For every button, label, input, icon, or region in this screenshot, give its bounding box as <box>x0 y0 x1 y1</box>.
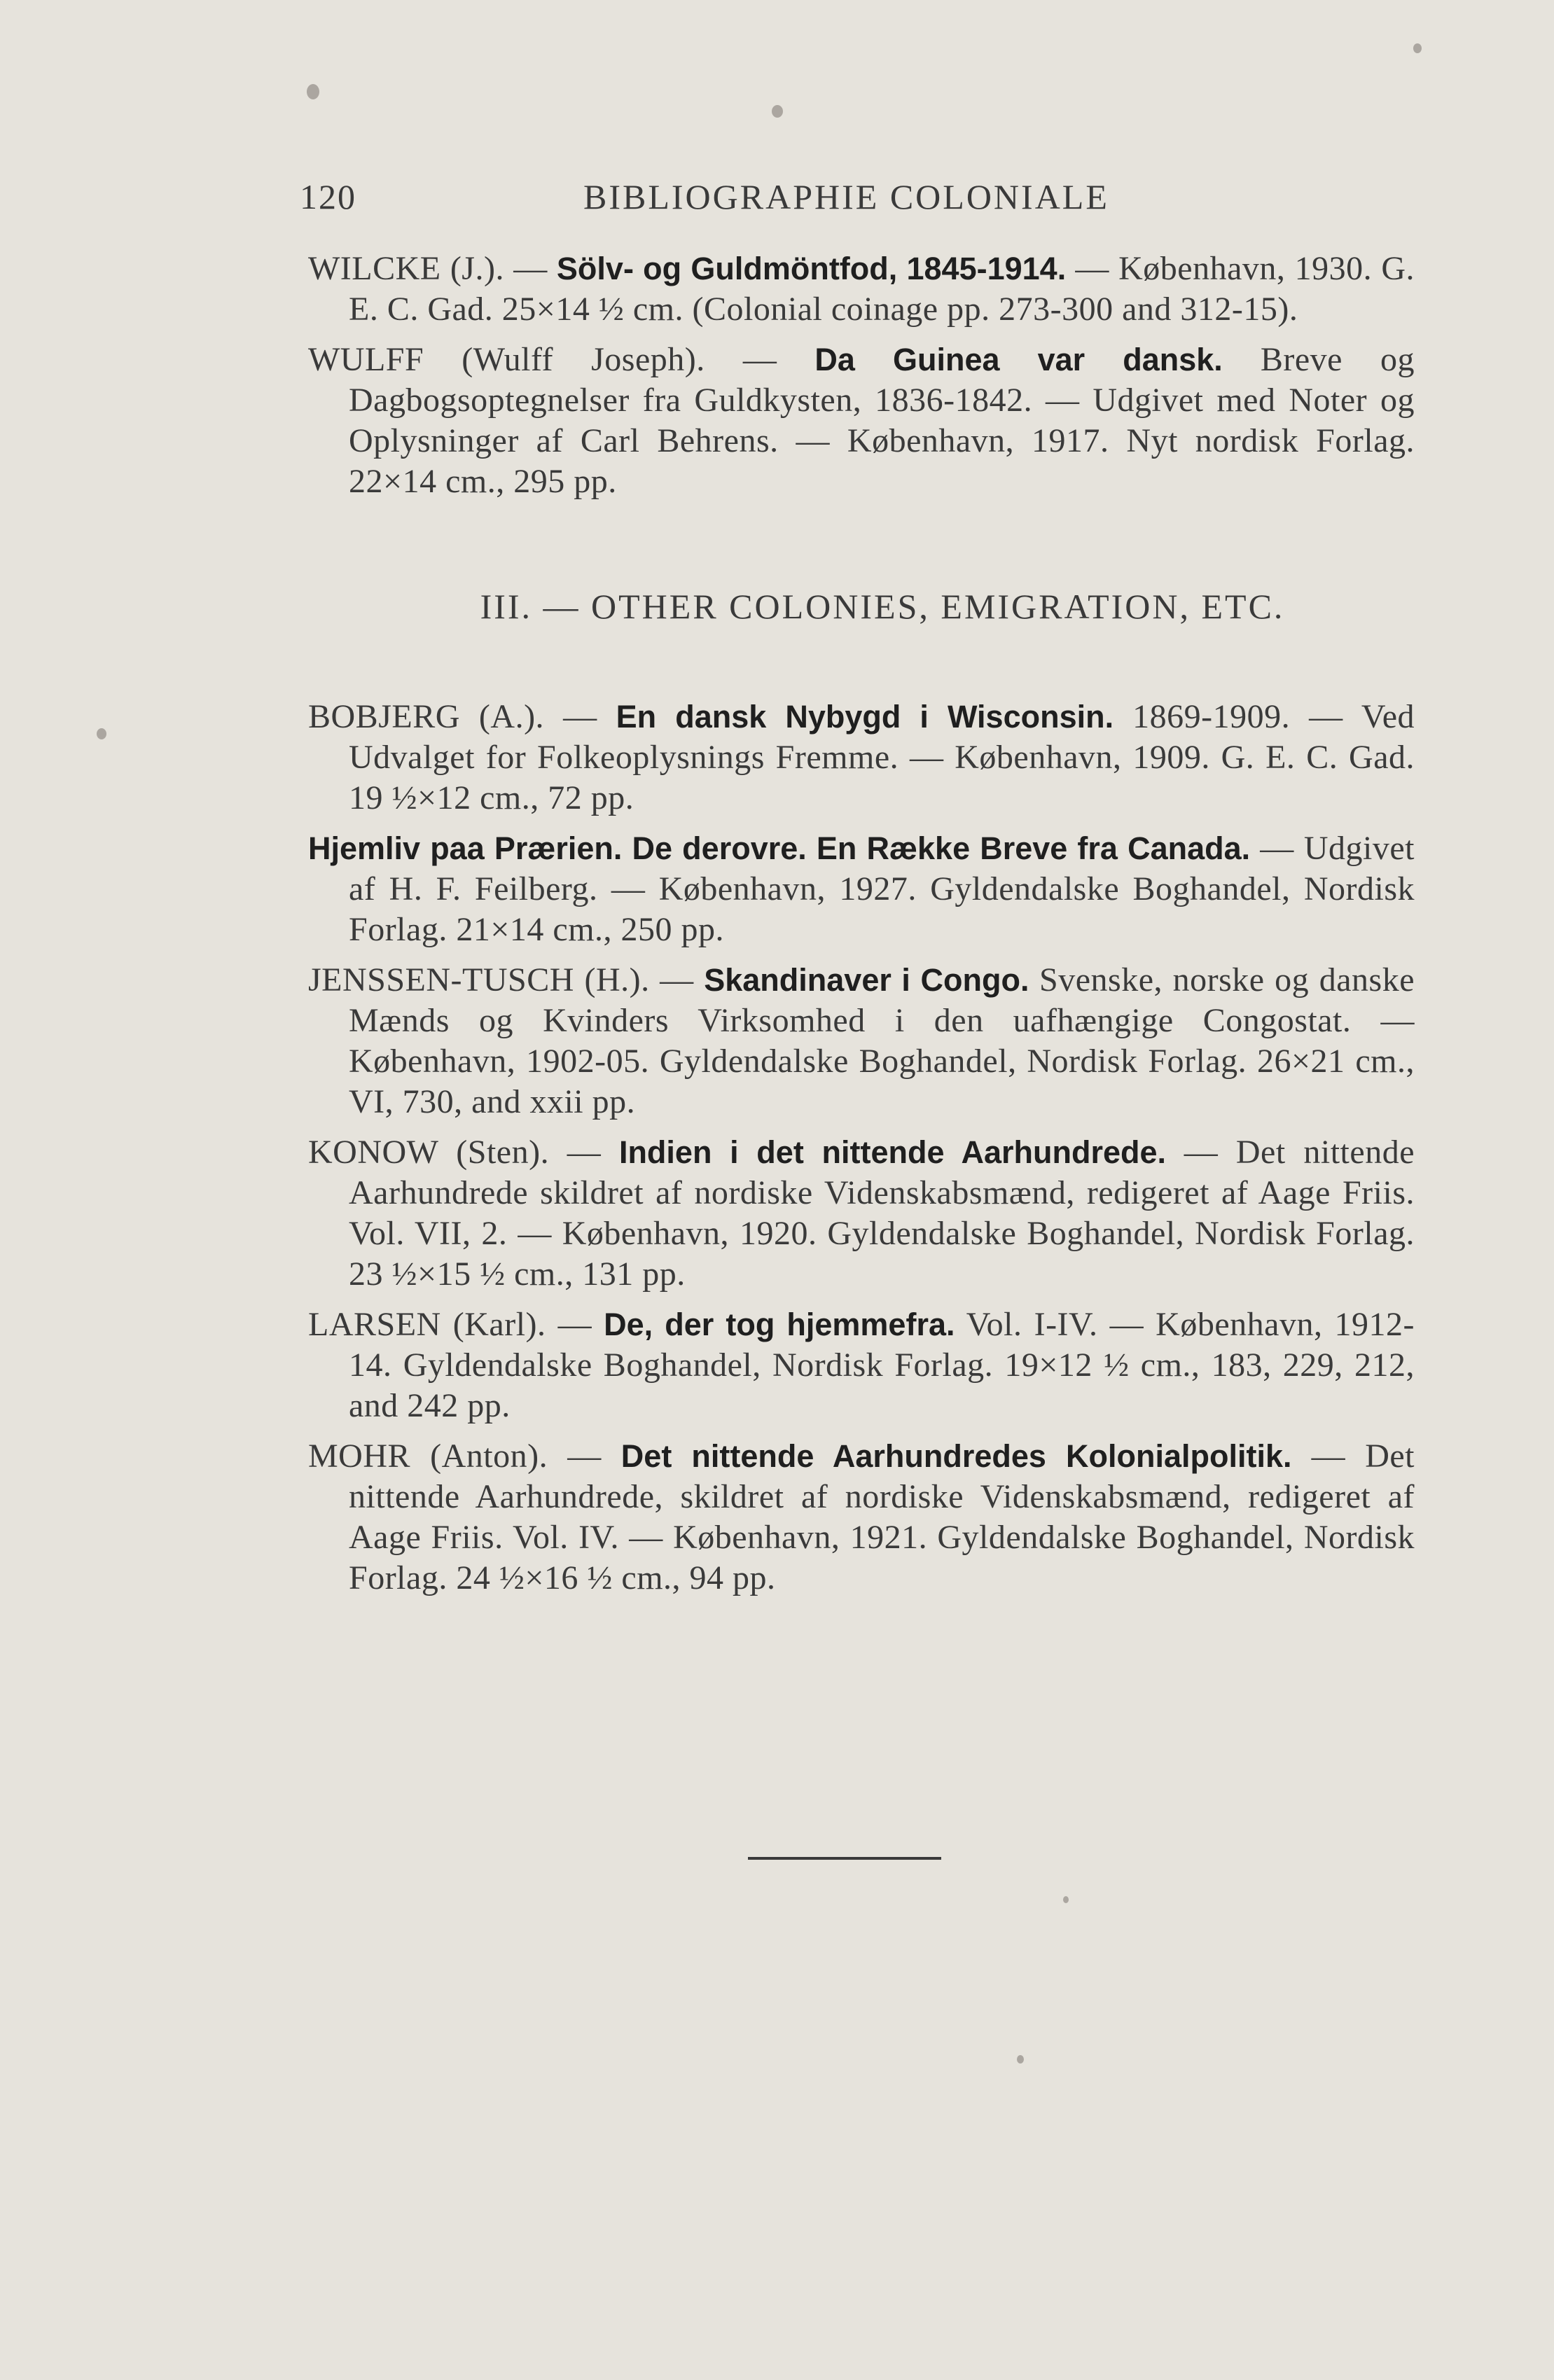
paper-speck <box>307 84 319 99</box>
bibliography-entry <box>308 249 1415 330</box>
entry-author: LARSEN (Karl). — <box>308 1306 604 1343</box>
bibliography-entries <box>308 249 1415 1608</box>
entry-details: — Udgivet af H. F. Feilberg. — København, 1927. Gyldendalske Boghandel, Nordisk Forlag. 21×14 cm., 250 pp. <box>349 830 1415 948</box>
paper-speck <box>1063 1896 1069 1903</box>
entry-title: Indien i det nittende Aarhundrede. <box>618 1134 1167 1170</box>
bibliography-entry <box>308 1436 1415 1599</box>
entry-details: — Det nittende Aarhundrede, skildret af nordiske Videnskabsmænd, redigeret af Aage Friis. Vol. IV. — København, 1921. Gyldendalske Boghandel, Nordisk Forlag. 24 ½×16 ½ cm., 94 pp. <box>349 1438 1415 1596</box>
entry-title: Det nittende Aarhundredes Kolonialpolitik. <box>620 1438 1292 1474</box>
entry-author: MOHR (Anton). — <box>308 1438 621 1475</box>
paper-speck <box>1017 2055 1024 2064</box>
paper-speck <box>772 105 783 118</box>
bibliography-entry <box>308 697 1415 819</box>
bibliography-entry <box>308 828 1415 950</box>
entry-title: Sölv- og Guldmöntfod, 1845-1914. <box>556 251 1067 286</box>
entry-details: 1869-1909. — Ved Udvalget for Folkeoplysnings Fremme. — København, 1909. G. E. C. Gad. 19 ½×12 cm., 72 pp. <box>349 698 1415 816</box>
entry-title: Skandinaver i Congo. <box>704 962 1029 998</box>
bibliography-entry <box>308 960 1415 1122</box>
entry-title: En dansk Nybygd i Wisconsin. <box>616 699 1114 735</box>
entry-details: Svenske, norske og danske Mænds og Kvinders Virksomhed i den uafhængige Congostat. — København, 1902-05. Gyldendalske Boghandel, Nordisk Forlag. 26×21 cm., VI, 730, and xxii pp. <box>349 961 1415 1120</box>
entry-details: — Det nittende Aarhundrede skildret af nordiske Videnskabsmænd, redigeret af Aage Friis. Vol. VII, 2. — København, 1920. Gyldendalske Boghandel, Nordisk Forlag. 23 ½×15 ½ cm., 131 pp. <box>349 1134 1415 1293</box>
page-header <box>300 176 1420 225</box>
paper-speck <box>1413 43 1422 53</box>
entry-author: KONOW (Sten). — <box>308 1134 619 1171</box>
entry-author: WILCKE (J.). — <box>308 250 557 287</box>
entry-title: Hjemliv paa Prærien. De derovre. En Række Breve fra Canada. <box>308 830 1251 866</box>
entry-details: Vol. I-IV. — København, 1912-14. Gyldendalske Boghandel, Nordisk Forlag. 19×12 ½ cm., 183, 229, 212, and 242 pp. <box>349 1306 1415 1424</box>
page-number: 120 <box>300 177 356 216</box>
running-title: BIBLIOGRAPHIE COLONIALE <box>583 177 1109 216</box>
entry-details: — København, 1930. G. E. C. Gad. 25×14 ½ cm. (Colonial coinage pp. 273-300 and 312-15). <box>349 250 1415 328</box>
section-heading: III. — OTHER COLONIES, EMIGRATION, ETC. <box>480 587 1285 626</box>
bibliography-entry <box>308 340 1415 502</box>
entry-title: Da Guinea var dansk. <box>814 342 1223 377</box>
paper-speck <box>97 728 106 739</box>
entry-author: BOBJERG (A.). — <box>308 698 616 735</box>
bibliography-entry <box>308 1132 1415 1295</box>
bibliography-entry <box>308 1304 1415 1426</box>
entry-title: De, der tog hjemmefra. <box>604 1307 955 1342</box>
entry-author: WULFF (Wulff Joseph). — <box>308 341 815 378</box>
entry-details: Breve og Dagbogsoptegnelser fra Guldkysten, 1836-1842. — Udgivet med Noter og Oplysninger af Carl Behrens. — København, 1917. Nyt nordisk Forlag. 22×14 cm., 295 pp. <box>349 341 1415 500</box>
entry-author: JENSSEN-TUSCH (H.). — <box>308 961 705 998</box>
end-rule <box>748 1857 941 1860</box>
